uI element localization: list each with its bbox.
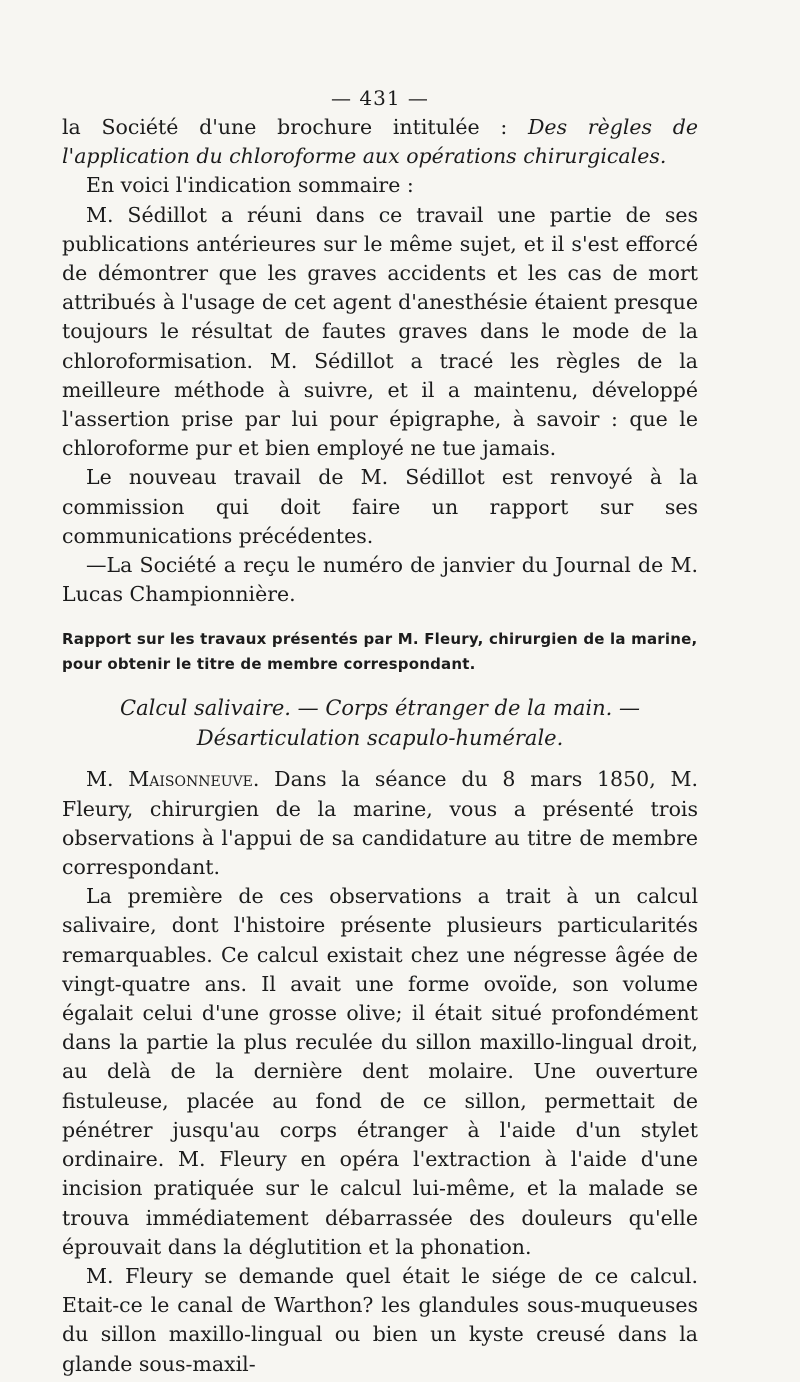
section-heading: Rapport sur les travaux présentés par M. Fleury, chirurgien de la marine, pour obtenir le titre de membre correspondant.: [62, 630, 698, 674]
section-subtitle: Calcul salivaire. — Corps étranger de la main. — Désarticulation scapulo-humérale.: [120, 696, 640, 751]
paragraph-summary-intro: En voici l'indication sommaire :: [86, 173, 414, 198]
paragraph-maisonneuve-text: Dans la séance du 8 mars 1850, M. Fleury, chirurgien de la marine, vous a présenté trois observations à l'appui de sa candidature au titre de membre correspondant.: [62, 767, 698, 880]
body-text: [62, 113, 698, 1379]
paragraph-sedillot-work: M. Sédillot a réuni dans ce travail une partie de ses publications antérieures sur le même sujet, et il s'est efforcé de démontrer que les graves accidents et les cas de mort attribués à l'usage de cet agent d'anesthésie étaient presque toujours le résultat de fautes graves dans le mode de la chloroformisation. M. Sédillot a tracé les règles de la meilleure méthode à suivre, et il a maintenu, développé l'assertion prise par lui pour épigraphe, à savoir : que le chloroforme pur et bien employé ne tue jamais.: [62, 202, 698, 461]
paragraph-calcul-salivaire: La première de ces observations a trait à un calcul salivaire, dont l'histoire présente plusieurs particularités remarquables. Ce calcul existait chez une négresse âgée de vingt-quatre ans. Il avait une forme ovoïde, son volume égalait celui d'une grosse olive; il était situé profondément dans la partie la plus reculée du sillon maxillo-lingual droit, au delà de la dernière dent molaire. Une ouverture fistuleuse, placée au fond de ce sillon, permettait de pénétrer jusqu'au corps étranger à l'aide d'un stylet ordinaire. M. Fleury en opéra l'extraction à l'aide d'une incision pratiquée sur le calcul lui-même, et la malade se trouva immédiatement débarrassée des douleurs qu'elle éprouvait dans la déglutition et la phonation.: [62, 884, 698, 1259]
page-number: — 431 —: [331, 86, 429, 110]
paragraph-journal: —La Société a reçu le numéro de janvier du Journal de M. Lucas Championnière.: [62, 553, 698, 607]
paragraph-commission: Le nouveau travail de M. Sédillot est renvoyé à la commission qui doit faire un rapport sur ses communications précédentes.: [62, 465, 698, 548]
paragraph-siege-calcul: M. Fleury se demande quel était le siége de ce calcul. Etait-ce le canal de Warthon? les glandules sous-muqueuses du sillon maxillo-lingual ou bien un kyste creusé dans la glande sous-maxil-: [62, 1263, 698, 1376]
speaker-name: M. Maisonneuve.: [86, 767, 260, 792]
paragraph-maisonneuve: [62, 765, 698, 882]
brochure-title: Des règles de l'application du chloroforme aux opérations chirurgicales.: [62, 115, 699, 169]
paragraph-brochure: [62, 113, 698, 171]
paragraph-brochure-text: la Société d'une brochure intitulée :: [62, 115, 528, 139]
